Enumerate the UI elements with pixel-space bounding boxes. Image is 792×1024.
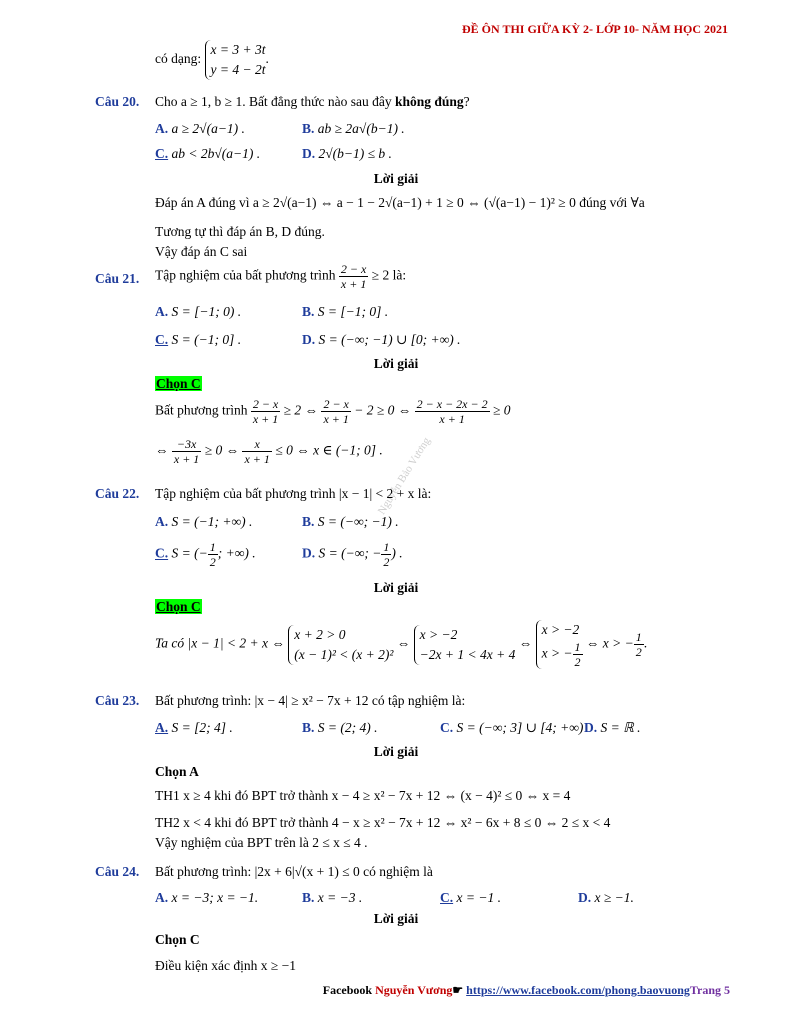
q20-option-a[interactable] [155,121,245,137]
q24-answer-choice: Chọn C [155,932,200,947]
question-22-number: Câu 22. [95,486,140,501]
q23-option-c-text: S = (−∞; 3] ∪ [4; +∞) [456,720,584,735]
q22-option-c-label: C. [155,545,169,561]
q22-option-b[interactable] [302,514,399,530]
q22-system-3: x > −2 x > − $\frac{1}{2}$ [536,620,583,669]
question-23-number: Câu 23. [95,693,140,708]
q24-option-b-text: x = −3 . [317,890,363,905]
q24-option-a-text: x = −3; x = −1. [171,890,259,905]
q20-solution-heading: Lời giải [373,171,419,186]
q23-option-a-text: S = [2; 4] . [171,720,233,735]
q22-system-2: x > −2 −2x + 1 < 4x + 4 [414,625,516,665]
q22-answer-choice [155,599,202,615]
q22-option-d-label: D. [302,545,316,561]
question-20-number: Câu 20. [95,94,140,109]
q21-option-a[interactable] [155,304,241,320]
intro-system [205,40,266,80]
question-24-number: Câu 24. [95,864,140,879]
question-23-text: Bất phương trình: |x − 4| ≥ x² − 7x + 12 có tập nghiệm là: [155,693,466,708]
q24-option-d-text: x ≥ −1. [594,890,634,905]
intro-sys-1: x = 3 + 3t [210,42,266,57]
q21-option-b-text: S = [−1; 0] . [317,304,389,319]
q24-option-c[interactable] [440,890,501,906]
intro-label: có dạng: [155,51,202,67]
footer-author-name: Nguyễn Vương [375,983,453,997]
q24-option-a[interactable] [155,890,258,906]
q21-option-a-text: S = [−1; 0) . [171,304,242,319]
q24-condition: Điều kiện xác định x ≥ −1 [155,958,296,973]
q24-option-b-label: B. [302,890,315,905]
q24-option-d-label: D. [578,890,592,905]
q23-option-b-label: B. [302,720,315,735]
q24-option-d[interactable] [578,890,634,906]
q21-option-d[interactable] [302,332,460,348]
q21-option-a-label: A. [155,304,169,319]
q21-solution-heading: Lời giải [373,356,419,371]
q24-solution-heading: Lời giải [373,911,419,926]
q23-answer-choice: Chọn A [155,764,199,779]
page-footer [323,983,730,998]
q21-solution-line-1: Bất phương trình $\frac{2 - x}{x + 1}$ ≥ 2 ⇔ $\frac{2 - x}{x + 1}$ − 2 ≥ 0 ⇔ $\frac{2 - x - 2x - 2}{x + 1}$ ≥ 0 [155,397,511,426]
q20-option-d-text: 2√(b−1) ≤ b . [318,146,392,161]
question-20-text [155,94,470,110]
q22-option-b-label: B. [302,514,315,529]
q21-option-d-label: D. [302,332,316,347]
q22-option-a-text: S = (−1; +∞) . [171,514,253,529]
q22-option-a-label: A. [155,514,169,529]
q21-option-c-label: C. [155,332,169,347]
q23-conclusion: Vậy nghiệm của BPT trên là 2 ≤ x ≤ 4 . [155,835,368,850]
q21-option-b[interactable] [302,304,388,320]
q23-option-c[interactable] [440,720,583,736]
q20-option-a-label: A. [155,121,169,136]
footer-facebook-label: Facebook [322,983,376,997]
q21-answer-badge: Chọn C [156,376,201,391]
q23-option-b-text: S = (2; 4) . [317,720,378,735]
q22-system-1: x + 2 > 0 (x − 1)² < (x + 2)² [288,625,393,665]
q20-option-c-text: ab < 2b√(a−1) . [171,146,261,161]
q21-option-c-text: S = (−1; 0] . [171,332,242,347]
q20-option-c[interactable] [155,146,260,162]
q20-option-b[interactable] [302,121,405,137]
q23-option-b[interactable] [302,720,378,736]
q20-option-a-text: a ≥ 2√(a−1) . [171,121,245,136]
q20-solution-3: Vậy đáp án C sai [155,244,248,259]
question-21-stem: Tập nghiệm của bất phương trình [155,267,336,283]
footer-facebook-link[interactable]: https://www.facebook.com/phong.baovuong [466,983,690,997]
q22-solution: Ta có |x − 1| < 2 + x ⇔ x + 2 > 0 (x − 1)² < (x + 2)² ⇔ x > −2 −2x + 1 < 4x + 4 ⇔ x > −2 x > − $\frac{1}{2}$ ⇔ x > − $\frac{1}{2}$ . [155,622,648,669]
q20-option-d-label: D. [302,146,316,161]
question-24-text: Bất phương trình: |2x + 6|√(x + 1) ≤ 0 có nghiệm là [155,864,433,879]
watermark: Nguyễn Bảo Vương [375,435,433,517]
q23-option-d-text: S = ℝ . [600,720,641,735]
q24-option-a-label: A. [155,890,169,905]
q22-option-d[interactable]: D. S = (−∞; − $\frac{1}{2}$ ) . [302,540,403,569]
intro-line: có dạng: x = 3 + 3t y = 4 − 2t . [155,40,269,80]
q22-option-c[interactable]: C. S = (− $\frac{1}{2}$ ; +∞) . [155,540,256,569]
q21-option-b-label: B. [302,304,315,319]
question-21-tail: ≥ 2 là: [371,267,407,283]
pointing-hand-icon: ☛ [452,983,467,997]
q20-option-b-label: B. [302,121,315,136]
q21-solution-line-2: ⇔ $\frac{-3x}{x + 1}$ ≥ 0 ⇔ $\frac{x}{x + 1}$ ≤ 0 ⇔ x ∈ (−1; 0] . [155,437,383,466]
q22-option-a[interactable] [155,514,252,530]
q20-option-d[interactable] [302,146,392,162]
q23-option-d[interactable] [584,720,641,736]
q23-solution-heading: Lời giải [373,744,419,759]
q23-case-2: TH2 x < 4 khi đó BPT trở thành 4 − x ≥ x² − 7x + 12 ⇔ x² − 6x + 8 ≤ 0 ⇔ 2 ≤ x < 4 [155,815,611,830]
intro-sys-2: y = 4 − 2t [210,62,266,77]
q21-answer-choice [155,376,202,392]
q23-option-c-label: C. [440,720,454,735]
question-21-number: Câu 21. [95,271,140,286]
q20-solution-1: Đáp án A đúng vì a ≥ 2√(a−1) ⇔ a − 1 − 2√(a−1) + 1 ≥ 0 ⇔ (√(a−1) − 1)² ≥ 0 đúng với ∀a [155,195,645,210]
page-header: ĐỀ ÔN THI GIỮA KỲ 2- LỚP 10- NĂM HỌC 2021 [461,22,728,36]
q23-option-a-label: A. [155,720,169,735]
question-20-tail: ? [463,94,470,109]
question-20-stem: Cho a ≥ 1, b ≥ 1. Bất đẳng thức nào sau đây [155,94,395,109]
q20-option-c-label: C. [155,146,169,161]
q23-option-a[interactable] [155,720,233,736]
question-20-emphasis: không đúng [394,94,464,109]
q20-option-b-text: ab ≥ 2a√(b−1) . [317,121,405,136]
footer-page-number: Trang 5 [689,983,730,997]
q22-option-b-text: S = (−∞; −1) . [317,514,399,529]
q21-option-d-text: S = (−∞; −1) ∪ [0; +∞) . [318,332,461,347]
q21-fraction: $\frac{2 - x}{x + 1}$ [340,262,367,291]
q23-case-1: TH1 x ≥ 4 khi đó BPT trở thành x − 4 ≥ x² − 7x + 12 ⇔ (x − 4)² ≤ 0 ⇔ x = 4 [155,788,571,803]
q23-option-d-label: D. [584,720,598,735]
question-22-text: Tập nghiệm của bất phương trình |x − 1| < 2 + x là: [155,486,432,501]
q24-option-c-text: x = −1 . [456,890,501,905]
q22-solution-heading: Lời giải [373,580,419,595]
q24-option-c-label: C. [440,890,454,905]
q20-solution-2: Tương tự thì đáp án B, D đúng. [155,224,325,239]
q21-option-c[interactable] [155,332,241,348]
q24-option-b[interactable] [302,890,362,906]
q22-answer-badge: Chọn C [156,599,201,614]
question-21-text [155,262,406,291]
